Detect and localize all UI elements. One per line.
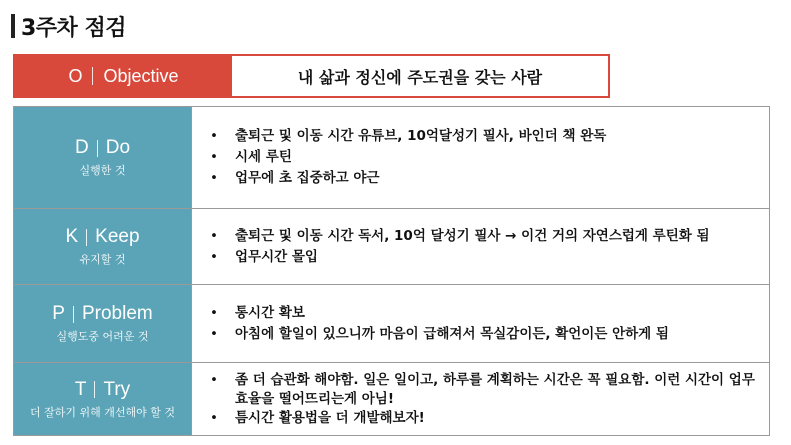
row-try bbox=[14, 363, 769, 435]
list-item: • 틈시간 활용법을 더 개발해보자! bbox=[210, 409, 759, 428]
do-content bbox=[192, 107, 769, 208]
divider bbox=[92, 67, 93, 85]
row-do bbox=[14, 107, 769, 209]
try-word: Try bbox=[103, 378, 131, 400]
page-title: 3주차 점검 bbox=[21, 16, 126, 41]
list-item: • 통시간 확보 bbox=[210, 303, 669, 324]
problem-sub: 실행도중 어려운 것 bbox=[56, 330, 149, 343]
list-item: • 업무에 초 집중하고 야근 bbox=[210, 168, 606, 189]
keep-label bbox=[14, 209, 192, 284]
try-letter: T bbox=[74, 378, 87, 400]
objective-word: Objective bbox=[103, 65, 179, 86]
do-sub: 실행한 것 bbox=[79, 164, 126, 177]
list-item: • 출퇴근 및 이동 시간 유튜브, 10억달성기 필사, 바인더 책 완독 bbox=[210, 126, 606, 147]
problem-label bbox=[14, 285, 192, 362]
list-item: • 출퇴근 및 이동 시간 독서, 10억 달성기 필사 → 이건 거의 자연스럽게 루틴화 됨 bbox=[210, 226, 710, 247]
divider bbox=[94, 381, 95, 398]
list-item: • 업무시간 몰입 bbox=[210, 247, 710, 268]
problem-word: Problem bbox=[81, 303, 153, 324]
objective-row bbox=[13, 54, 610, 98]
divider bbox=[73, 306, 74, 323]
do-letter: D bbox=[74, 137, 89, 158]
keep-content bbox=[192, 209, 769, 284]
list-item: • 좀 더 습관화 해야함. 일은 일이고, 하루를 계획하는 시간은 꼭 필요함. 이런 시간이 업무 효율을 떨어뜨리는게 아님! bbox=[210, 371, 759, 409]
objective-label bbox=[15, 56, 232, 96]
try-sub: 더 잘하기 위해 개선해야 할 것 bbox=[30, 405, 175, 419]
list-item: • 아침에 할일이 있으니까 마음이 급해져서 목실감이든, 확언이든 안하게 됨 bbox=[210, 324, 669, 345]
objective-text: 내 삶과 정신에 주도권을 갖는 사람 bbox=[297, 67, 543, 87]
keep-letter: K bbox=[65, 226, 79, 247]
keep-sub: 유지할 것 bbox=[79, 253, 126, 266]
do-word: Do bbox=[105, 137, 131, 158]
keep-word: Keep bbox=[95, 226, 140, 247]
problem-letter: P bbox=[52, 303, 65, 324]
objective-letter: O bbox=[68, 65, 83, 86]
try-content bbox=[192, 363, 769, 435]
row-keep bbox=[14, 209, 769, 285]
title-accent-bar bbox=[11, 14, 15, 38]
divider bbox=[86, 229, 87, 246]
dkpt-table bbox=[13, 106, 770, 436]
row-problem bbox=[14, 285, 769, 363]
problem-content bbox=[192, 285, 769, 362]
list-item: • 시세 루틴 bbox=[210, 147, 606, 168]
try-label bbox=[14, 363, 192, 435]
do-label bbox=[14, 107, 192, 208]
divider bbox=[97, 140, 98, 157]
